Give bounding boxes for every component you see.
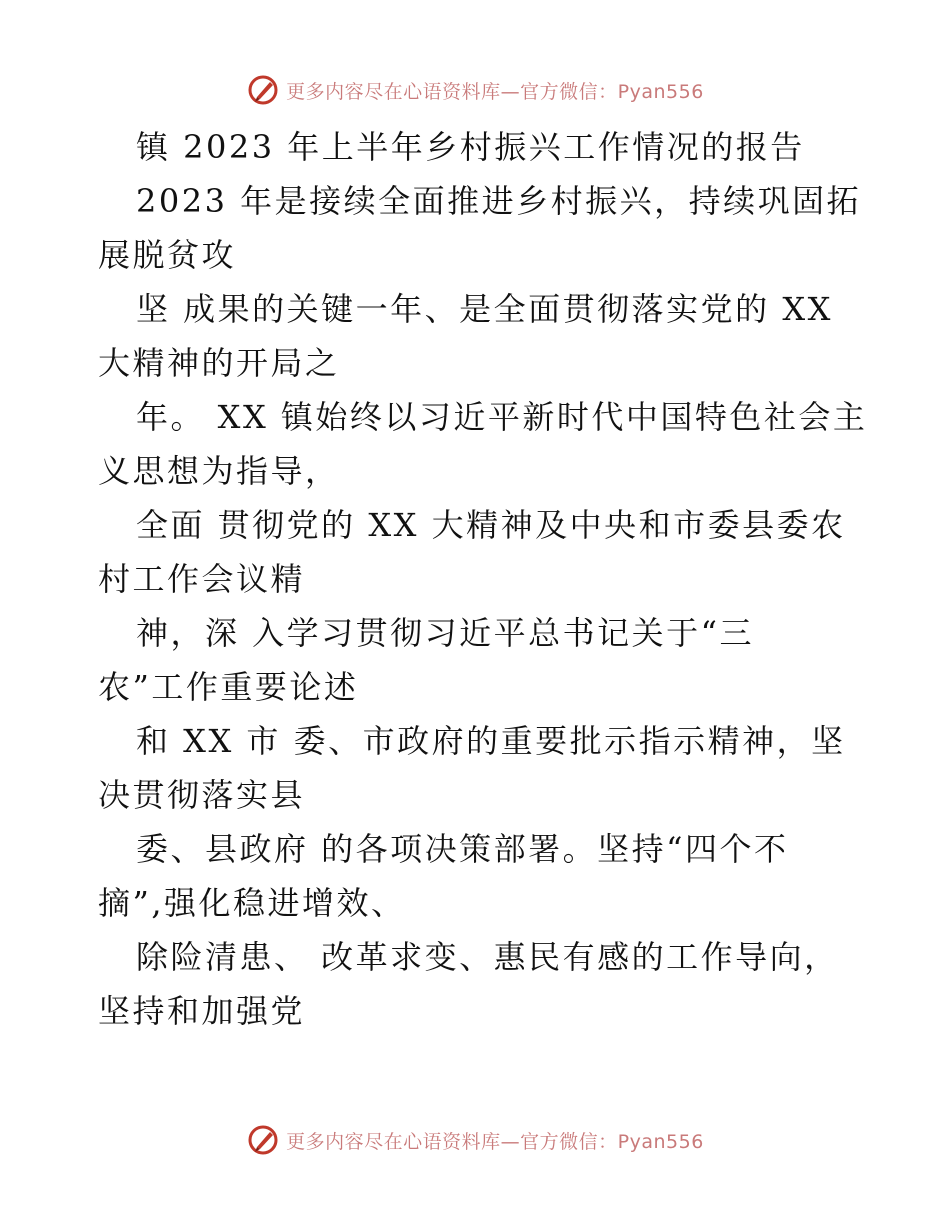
paragraph-line: 大精神的开局之 — [98, 344, 340, 382]
paragraph-line: 决贯彻落实县 — [98, 776, 306, 814]
watermark-text: 更多内容尽在心语资料库—官方微信：Pyan556 — [286, 1130, 704, 1153]
paragraph-line: 2023 年是接续全面推进乡村振兴，持续巩固拓 — [136, 182, 862, 220]
paragraph-line: 农”工作重要论述 — [98, 668, 359, 706]
paragraph-line: 除险清患、 改革求变、惠民有感的工作导向， — [136, 938, 839, 976]
paragraph-line: 坚持和加强党 — [98, 992, 306, 1030]
watermark-footer — [0, 1120, 950, 1160]
red-pen-logo-icon — [246, 1123, 280, 1157]
red-pen-logo-icon — [246, 73, 280, 107]
document-body — [98, 120, 868, 1038]
paragraph-line: 和 XX 市 委、市政府的重要批示指示精神，坚 — [136, 722, 846, 760]
paragraph-line: 神，深 入学习贯彻习近平总书记关于“三 — [136, 614, 755, 652]
paragraph-line: 委、县政府 的各项决策部署。坚持“四个不 — [136, 830, 789, 868]
watermark-header — [0, 70, 950, 110]
paragraph-line: 村工作会议精 — [98, 560, 306, 598]
watermark-text: 更多内容尽在心语资料库—官方微信：Pyan556 — [286, 80, 704, 103]
document-title: 镇 2023 年上半年乡村振兴工作情况的报告 — [136, 128, 805, 166]
paragraph-line: 摘”,强化稳进增效、 — [98, 884, 406, 922]
paragraph-line: 年。 XX 镇始终以习近平新时代中国特色社会主 — [136, 398, 868, 436]
paragraph-line: 展脱贫攻 — [98, 236, 237, 274]
paragraph-line: 全面 贯彻党的 XX 大精神及中央和市委县委农 — [136, 506, 846, 544]
paragraph-line: 义思想为指导， — [98, 452, 340, 490]
paragraph-line: 坚 成果的关键一年、是全面贯彻落实党的 XX — [136, 290, 833, 328]
